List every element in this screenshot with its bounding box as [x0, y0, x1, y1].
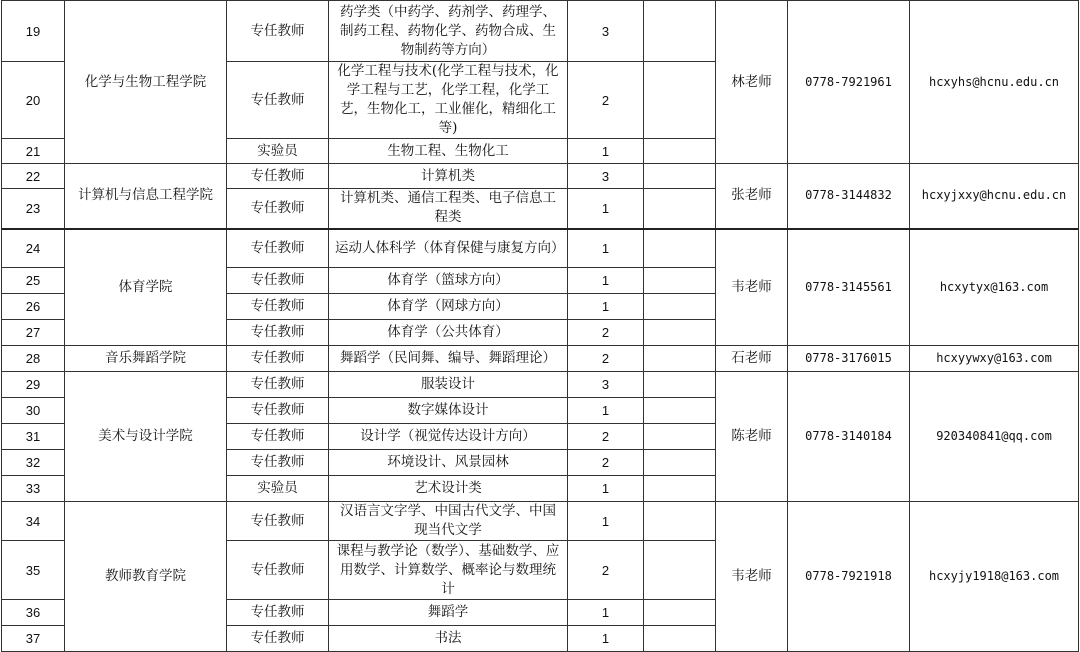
- college-name: 计算机与信息工程学院: [65, 164, 227, 229]
- contact-name: 陈老师: [716, 372, 788, 502]
- major-cell: 计算机类、通信工程类、电子信息工程类: [329, 189, 568, 229]
- position-cell: 专任教师: [227, 450, 329, 476]
- table-row: [2, 372, 1079, 398]
- row-number: 26: [2, 294, 65, 320]
- college-name: 音乐舞蹈学院: [65, 346, 227, 372]
- major-cell: 体育学（篮球方向）: [329, 268, 568, 294]
- note-cell: [644, 541, 716, 600]
- row-number: 32: [2, 450, 65, 476]
- major-cell: 生物工程、生物化工: [329, 139, 568, 164]
- row-number: 31: [2, 424, 65, 450]
- contact-email: 920340841@qq.com: [910, 372, 1079, 502]
- college-name: 教师教育学院: [65, 502, 227, 652]
- contact-email: hcxyjy1918@163.com: [910, 502, 1079, 652]
- table-row: [2, 502, 1079, 541]
- row-number: 30: [2, 398, 65, 424]
- contact-email: hcxyhs@hcnu.edu.cn: [910, 1, 1079, 164]
- position-cell: 专任教师: [227, 541, 329, 600]
- major-cell: 环境设计、风景园林: [329, 450, 568, 476]
- note-cell: [644, 1, 716, 62]
- note-cell: [644, 268, 716, 294]
- position-cell: 专任教师: [227, 294, 329, 320]
- major-cell: 化学工程与技术(化学工程与技术，化学工程与工艺，化学工程，化学工艺，生物化工，工业催化，精细化工等): [329, 62, 568, 139]
- major-cell: 数字媒体设计: [329, 398, 568, 424]
- note-cell: [644, 424, 716, 450]
- position-cell: 专任教师: [227, 62, 329, 139]
- position-cell: 专任教师: [227, 346, 329, 372]
- position-cell: 专任教师: [227, 320, 329, 346]
- college-name: 体育学院: [65, 229, 227, 346]
- major-cell: 服装设计: [329, 372, 568, 398]
- row-number: 20: [2, 62, 65, 139]
- position-cell: 专任教师: [227, 189, 329, 229]
- position-cell: 专任教师: [227, 1, 329, 62]
- count-cell: 2: [568, 424, 644, 450]
- contact-name: 韦老师: [716, 229, 788, 346]
- note-cell: [644, 139, 716, 164]
- position-cell: 专任教师: [227, 268, 329, 294]
- note-cell: [644, 398, 716, 424]
- count-cell: 2: [568, 62, 644, 139]
- major-cell: 舞蹈学（民间舞、编导、舞蹈理论）: [329, 346, 568, 372]
- count-cell: 1: [568, 139, 644, 164]
- note-cell: [644, 476, 716, 502]
- major-cell: 舞蹈学: [329, 600, 568, 626]
- major-cell: 计算机类: [329, 164, 568, 189]
- count-cell: 1: [568, 600, 644, 626]
- count-cell: 2: [568, 450, 644, 476]
- row-number: 19: [2, 1, 65, 62]
- row-number: 27: [2, 320, 65, 346]
- row-number: 33: [2, 476, 65, 502]
- row-number: 36: [2, 600, 65, 626]
- major-cell: 设计学（视觉传达设计方向）: [329, 424, 568, 450]
- count-cell: 1: [568, 229, 644, 268]
- contact-name: 林老师: [716, 1, 788, 164]
- note-cell: [644, 372, 716, 398]
- position-cell: 专任教师: [227, 502, 329, 541]
- table-row: [2, 346, 1079, 372]
- note-cell: [644, 189, 716, 229]
- major-cell: 运动人体科学（体育保健与康复方向）: [329, 229, 568, 268]
- contact-phone: 0778-7921961: [788, 1, 910, 164]
- recruitment-table: [1, 0, 1079, 652]
- row-number: 25: [2, 268, 65, 294]
- count-cell: 3: [568, 164, 644, 189]
- position-cell: 专任教师: [227, 424, 329, 450]
- contact-phone: 0778-3144832: [788, 164, 910, 229]
- row-number: 28: [2, 346, 65, 372]
- position-cell: 专任教师: [227, 229, 329, 268]
- contact-phone: 0778-3145561: [788, 229, 910, 346]
- note-cell: [644, 626, 716, 652]
- major-cell: 艺术设计类: [329, 476, 568, 502]
- college-name: 美术与设计学院: [65, 372, 227, 502]
- major-cell: 体育学（公共体育）: [329, 320, 568, 346]
- contact-name: 韦老师: [716, 502, 788, 652]
- row-number: 22: [2, 164, 65, 189]
- contact-name: 石老师: [716, 346, 788, 372]
- contact-email: hcxytyx@163.com: [910, 229, 1079, 346]
- note-cell: [644, 294, 716, 320]
- note-cell: [644, 164, 716, 189]
- contact-email: hcxyywxy@163.com: [910, 346, 1079, 372]
- count-cell: 2: [568, 346, 644, 372]
- table-row: [2, 1, 1079, 62]
- position-cell: 专任教师: [227, 164, 329, 189]
- note-cell: [644, 320, 716, 346]
- count-cell: 1: [568, 294, 644, 320]
- college-name: 化学与生物工程学院: [65, 1, 227, 164]
- position-cell: 专任教师: [227, 372, 329, 398]
- contact-name: 张老师: [716, 164, 788, 229]
- contact-email: hcxyjxxy@hcnu.edu.cn: [910, 164, 1079, 229]
- row-number: 34: [2, 502, 65, 541]
- note-cell: [644, 346, 716, 372]
- position-cell: 专任教师: [227, 626, 329, 652]
- count-cell: 1: [568, 502, 644, 541]
- table-row: [2, 164, 1079, 189]
- row-number: 35: [2, 541, 65, 600]
- position-cell: 实验员: [227, 139, 329, 164]
- count-cell: 1: [568, 626, 644, 652]
- note-cell: [644, 600, 716, 626]
- count-cell: 1: [568, 476, 644, 502]
- count-cell: 1: [568, 268, 644, 294]
- table-row: [2, 229, 1079, 268]
- note-cell: [644, 502, 716, 541]
- count-cell: 2: [568, 320, 644, 346]
- major-cell: 汉语言文字学、中国古代文学、中国现当代文学: [329, 502, 568, 541]
- row-number: 21: [2, 139, 65, 164]
- position-cell: 实验员: [227, 476, 329, 502]
- position-cell: 专任教师: [227, 398, 329, 424]
- row-number: 24: [2, 229, 65, 268]
- count-cell: 3: [568, 1, 644, 62]
- row-number: 37: [2, 626, 65, 652]
- note-cell: [644, 62, 716, 139]
- count-cell: 1: [568, 398, 644, 424]
- major-cell: 课程与教学论（数学）、基础数学、应用数学、计算数学、概率论与数理统计: [329, 541, 568, 600]
- major-cell: 药学类（中药学、药剂学、药理学、制药工程、药物化学、药物合成、生物制药等方向）: [329, 1, 568, 62]
- major-cell: 体育学（网球方向）: [329, 294, 568, 320]
- note-cell: [644, 450, 716, 476]
- note-cell: [644, 229, 716, 268]
- row-number: 29: [2, 372, 65, 398]
- contact-phone: 0778-3140184: [788, 372, 910, 502]
- contact-phone: 0778-3176015: [788, 346, 910, 372]
- row-number: 23: [2, 189, 65, 229]
- count-cell: 3: [568, 372, 644, 398]
- major-cell: 书法: [329, 626, 568, 652]
- count-cell: 1: [568, 189, 644, 229]
- contact-phone: 0778-7921918: [788, 502, 910, 652]
- count-cell: 2: [568, 541, 644, 600]
- position-cell: 专任教师: [227, 600, 329, 626]
